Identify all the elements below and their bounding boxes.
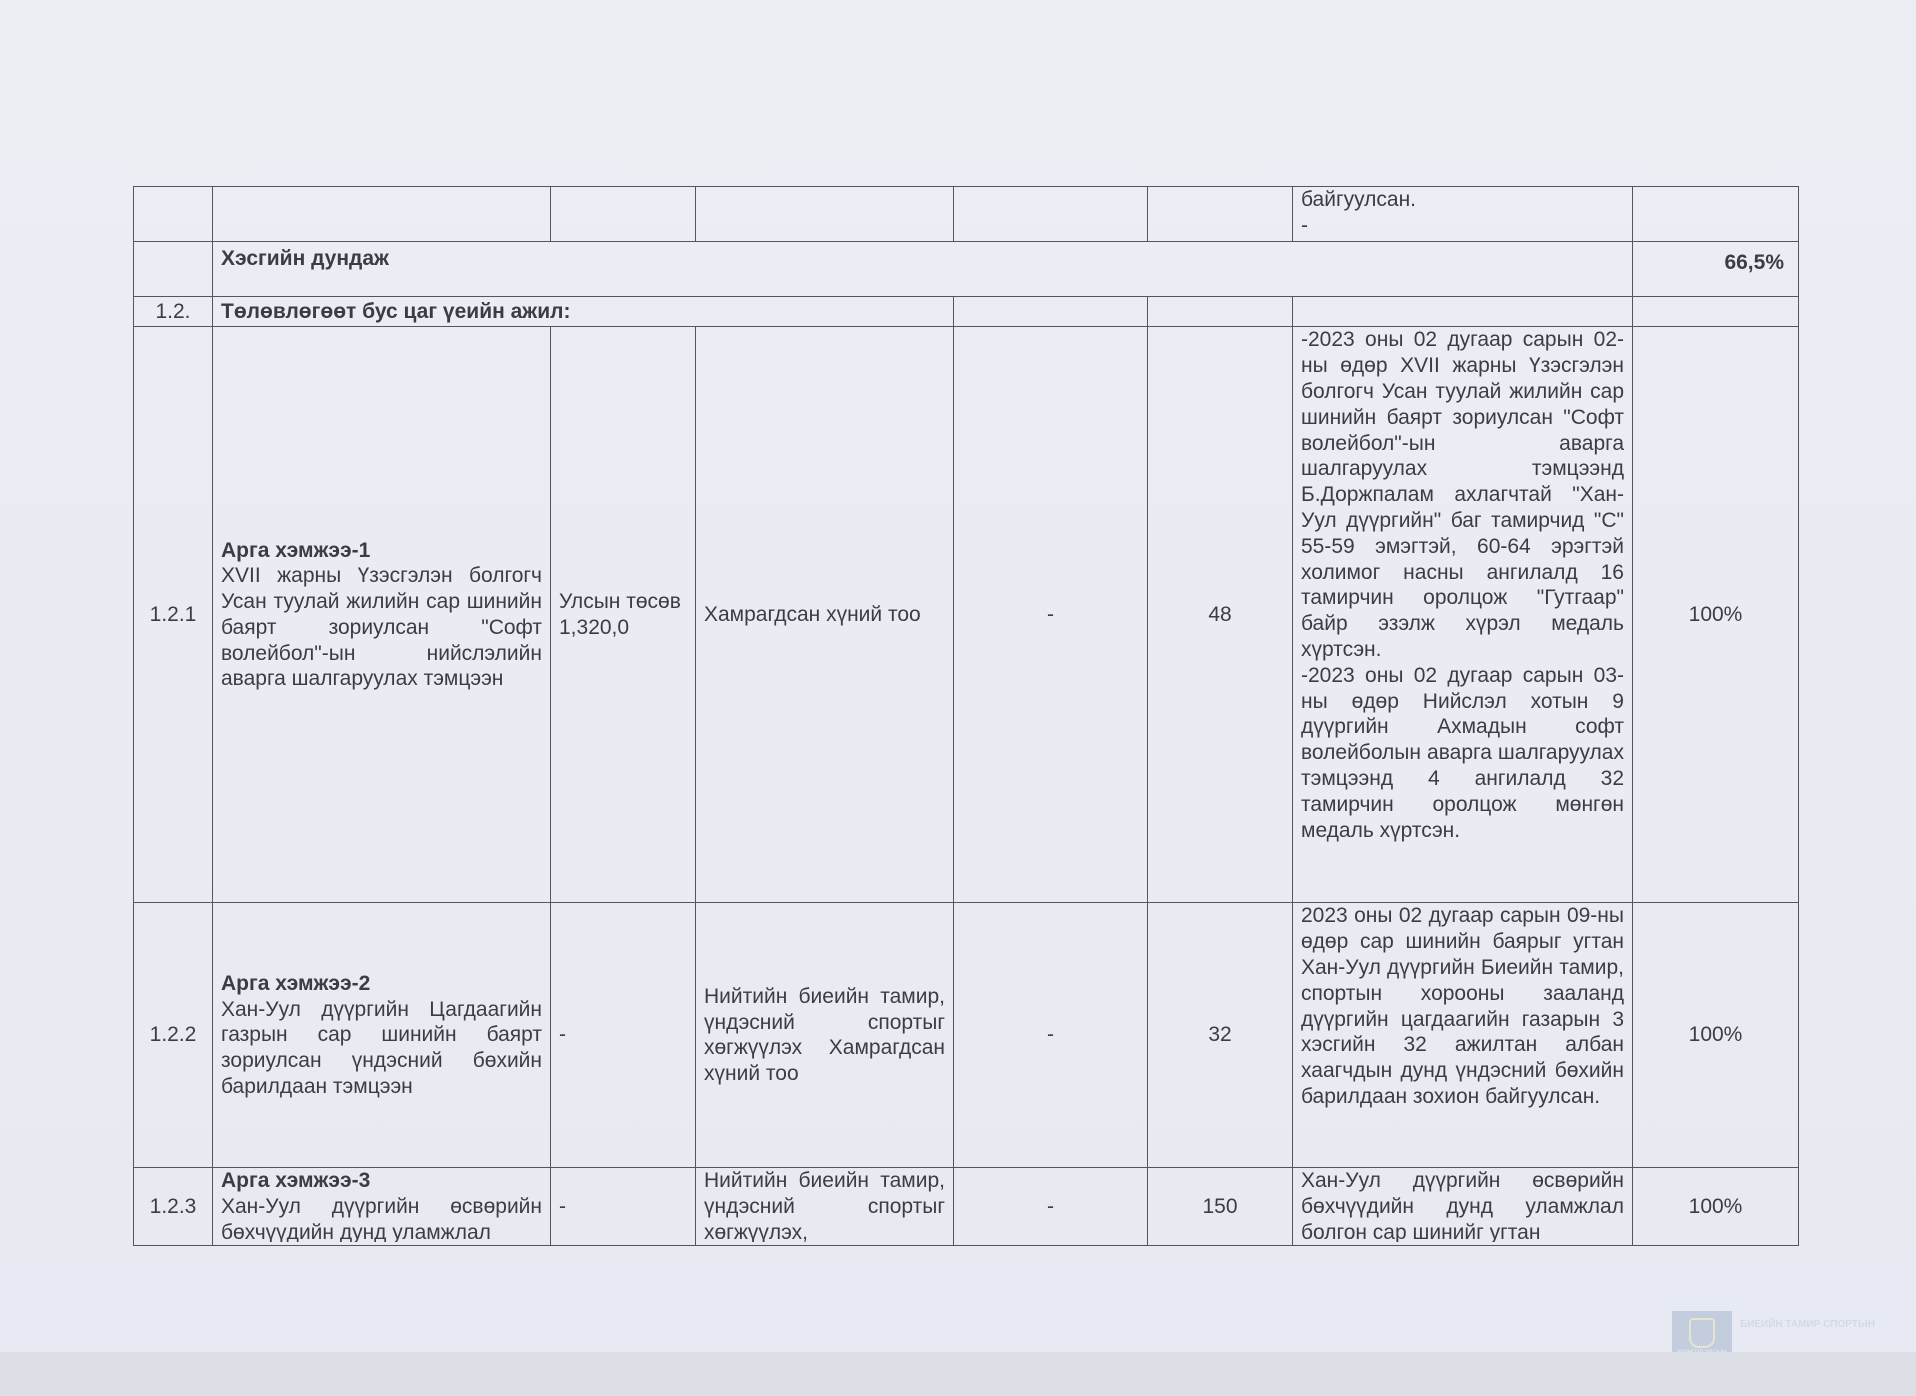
activity-title: Арга хэмжээ-3 [221, 1169, 371, 1193]
cell-result [1293, 296, 1633, 327]
table-row-top [134, 187, 1799, 242]
cell-budget: - [551, 903, 696, 1168]
subtotal-label: Хэсгийн дундаж [213, 241, 1633, 296]
cell-indicator: Нийтийн биеийн тамир, үндэсний спортыг хөгжүүлэх Хамрагдсан хүний тоо [696, 903, 954, 1168]
cell-score [1633, 187, 1799, 242]
section-label: Төлөвлөгөөт бус цаг үеийн ажил: [213, 296, 954, 327]
cell-score: 100% [1633, 1168, 1799, 1246]
cell-score: 100% [1633, 327, 1799, 903]
cell-target: 150 [1148, 1168, 1293, 1246]
cell-num [134, 187, 213, 242]
section-num: 1.2. [134, 296, 213, 327]
cell-target: 48 [1148, 327, 1293, 903]
table-row [134, 903, 1799, 1168]
cell-activity [213, 327, 551, 903]
activity-title: Арга хэмжээ-1 [221, 538, 371, 562]
cell-indicator [696, 1168, 954, 1246]
table-row [134, 1168, 1799, 1246]
cell-baseline: - [954, 903, 1148, 1168]
result-paragraph: -2023 оны 02 дугаар сарын 03-ны өдөр Нийслэл хотын 9 дүүргийн Ахмадын софт волейболын аварга шалгаруулах тэмцээнд 4 ангилалд 32 тамирчин оролцож мөнгөн медаль хүртсэн. [1301, 663, 1624, 842]
cell-budget: Улсын төсөв 1,320,0 [551, 327, 696, 903]
cell-target: 32 [1148, 903, 1293, 1168]
cell-num [134, 241, 213, 296]
cell-baseline [954, 296, 1148, 327]
result-paragraph: 2023 оны 02 дугаар сарын 09-ны өдөр сар шинийн баярыг угтан Хан-Уул дүүргийн Биеийн тамир, спортын хорооны зааланд дүүргийн цагдаагийн газарын 3 хэсгийн 32 ажилтан албан хаагчдын дунд үндэсний бөхийн барилдаан зохион байгуулсан. [1301, 904, 1624, 1108]
row-num: 1.2.1 [134, 327, 213, 903]
cell-target [1148, 296, 1293, 327]
cell-result [1293, 327, 1633, 903]
result-paragraph: -2023 оны 02 дугаар сарын 02-ны өдөр XVII жарны Үзэсгэлэн болгогч Усан туулай жилийн сар шинийн баярт зориулсан "Софт волейбол"-ын аварга шалгаруулах тэмцээнд Б.Доржпалам ахлагчтай "Хан-Уул дүүргийн" баг тамирчид "С" 55-59 эмэгтэй, 60-64 эрэгтэй холимог насны ангилалд 16 тамирчин оролцож "Гутгаар" байр эзэлж хүрэл медаль хүртсэн. [1301, 328, 1624, 661]
cell-budget [551, 187, 696, 242]
result-paragraph: Хан-Уул дүүргийн өсвөрийн бөхчүүдийн дунд уламжлал болгон сар шинийг угтан [1301, 1169, 1624, 1243]
cell-score [1633, 296, 1799, 327]
watermark-org-text: БИЕИЙН ТАМИР СПОРТЫН [1740, 1319, 1875, 1330]
cell-baseline: - [954, 327, 1148, 903]
table-row-subtotal [134, 241, 1799, 296]
indicator-text: Нийтийн биеийн тамир, үндэсний спортыг хөгжүүлэх, [704, 1169, 945, 1243]
cell-result [1293, 903, 1633, 1168]
cell-baseline [954, 187, 1148, 242]
cell-indicator: Хамрагдсан хүний тоо [696, 327, 954, 903]
result-line: байгуулсан. [1301, 188, 1417, 211]
cell-activity [213, 1168, 551, 1246]
result-line: - [1301, 213, 1308, 237]
soyombo-icon [1689, 1318, 1715, 1348]
cell-indicator [696, 187, 954, 242]
activity-text: XVII жарны Үзэсгэлэн болгогч Усан туулай жилийн сар шинийн баярт зориулсан "Софт волейбол"-ын нийслэлийн аварга шалгаруулах тэмцээн [221, 564, 542, 691]
cell-baseline: - [954, 1168, 1148, 1246]
cell-result [1293, 1168, 1633, 1246]
row-num: 1.2.3 [134, 1168, 213, 1246]
report-table [133, 186, 1799, 1246]
cell-target [1148, 187, 1293, 242]
cell-score: 100% [1633, 903, 1799, 1168]
cell-budget: - [551, 1168, 696, 1246]
page-bottom-edge [0, 1352, 1916, 1396]
cell-activity [213, 903, 551, 1168]
activity-title: Арга хэмжээ-2 [221, 971, 371, 995]
activity-text: Хан-Уул дүүргийн Цагдаагийн газрын сар шинийн баярт зориулсан үндэсний бөхийн барилдаан тэмцээн [221, 997, 542, 1099]
cell-activity [213, 187, 551, 242]
cell-result [1293, 187, 1633, 242]
table-row [134, 327, 1799, 903]
table-row-section [134, 296, 1799, 327]
row-num: 1.2.2 [134, 903, 213, 1168]
subtotal-value: 66,5% [1633, 241, 1799, 296]
activity-text: Хан-Уул дүүргийн өсвөрийн бөхчүүдийн дунд уламжлал [221, 1195, 542, 1243]
